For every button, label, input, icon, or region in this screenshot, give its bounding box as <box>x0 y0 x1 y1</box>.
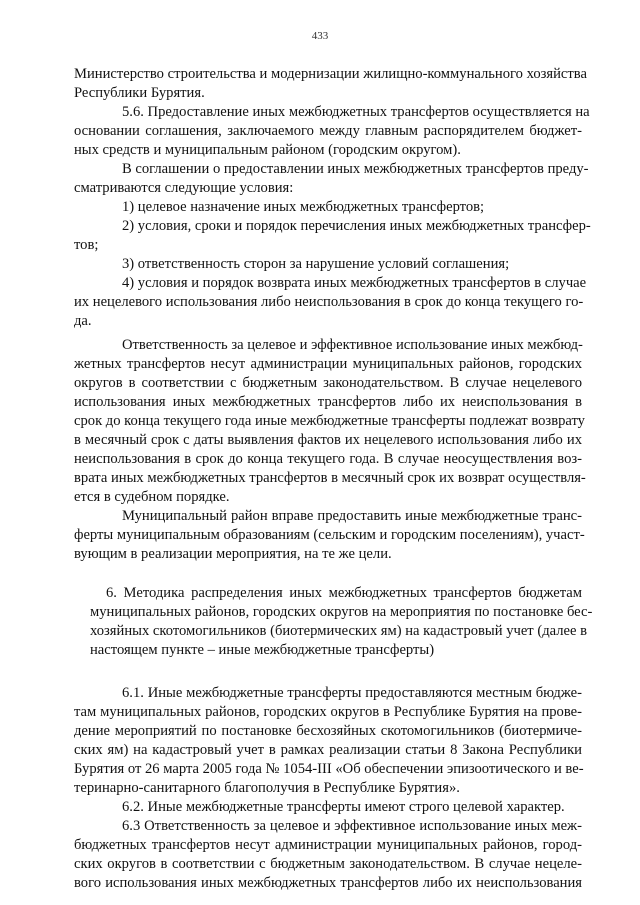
text-line: округов в соответствии с бюджетным законодательством. В случае нецелевого <box>74 375 582 391</box>
text-line: Ответственность за целевое и эффективное использование иных межбюд- <box>122 337 583 353</box>
text-line: 5.6. Предоставление иных межбюджетных трансфертов осуществляется на <box>122 104 590 120</box>
text-line: срок до конца текущего года иные межбюджетные трансферты подлежат возврату <box>74 413 585 429</box>
text-line: 6.1. Иные межбюджетные трансферты предоставляются местным бюдже- <box>122 685 582 701</box>
text-line: ферты муниципальным образованиям (сельским и городским поселениям), участ- <box>74 527 585 543</box>
text-line: ских округов в соответствии с бюджетным законодательством. В случае нецеле- <box>74 856 582 872</box>
text-line: 4) условия и порядок возврата иных межбюджетных трансфертов в случае <box>122 275 587 291</box>
text-line: 6.2. Иные межбюджетные трансферты имеют строго целевой характер. <box>122 799 565 815</box>
text-line: ских ям) на кадастровый учет в рамках реализации статьи 8 Закона Республики <box>74 742 582 758</box>
page-number: 433 <box>311 30 329 42</box>
text-line: теринарно-санитарного благополучия в Республике Бурятия». <box>74 780 460 796</box>
text-line: тов; <box>74 237 99 253</box>
section-heading: муниципальных районов, городских округов на мероприятия по постановке бес- <box>90 604 593 620</box>
text-line: 6.3 Ответственность за целевое и эффективное использование иных меж- <box>122 818 582 834</box>
text-line: ется в судебном порядке. <box>74 489 230 505</box>
text-line: Министерство строительства и модернизации жилищно-коммунального хозяйства <box>74 66 587 82</box>
section-heading: 6. Методика распределения иных межбюджетных трансфертов бюджетам <box>106 585 582 601</box>
text-line: вого использования иных межбюджетных трансфертов либо их неиспользования <box>74 875 582 891</box>
text-line: в месячный срок с даты выявления фактов их нецелевого использования либо их <box>74 432 582 448</box>
text-line: дение мероприятий по постановке бесхозяйных скотомогильников (биотермиче- <box>74 723 582 739</box>
text-line: сматриваются следующие условия: <box>74 180 294 196</box>
text-line: Бурятия от 26 марта 2005 года № 1054-III «Об обеспечении эпизоотического и ве- <box>74 761 584 777</box>
text-line: Муниципальный район вправе предоставить иные межбюджетные транс- <box>122 508 582 524</box>
text-line: использования иных межбюджетных трансфертов либо их неиспользования в <box>74 394 582 410</box>
text-line: ных средств и муниципальным районом (городским округом). <box>74 142 461 158</box>
text-line: их нецелевого использования либо неиспользования в срок до конца текущего го- <box>74 294 584 310</box>
text-line: В соглашении о предоставлении иных межбюджетных трансфертов преду- <box>122 161 589 177</box>
section-heading: настоящем пункте – иные межбюджетные трансферты) <box>90 642 435 658</box>
text-line: основании соглашения, заключаемого между главным распорядителем бюджет- <box>74 123 582 139</box>
text-line: Республики Бурятия. <box>74 85 205 101</box>
text-line: там муниципальных районов, городских округов в Республике Бурятия на прове- <box>74 704 582 720</box>
text-line: 3) ответственность сторон за нарушение условий соглашения; <box>122 256 510 272</box>
text-line: бюджетных трансфертов несут администрации муниципальных районов, город- <box>74 837 582 853</box>
section-heading: хозяйных скотомогильников (биотермических ям) на кадастровый учет (далее в <box>90 623 587 639</box>
text-line: 1) целевое назначение иных межбюджетных трансфертов; <box>122 199 485 215</box>
text-line: да. <box>74 313 92 329</box>
text-line: 2) условия, сроки и порядок перечисления иных межбюджетных трансфер- <box>122 218 591 234</box>
text-line: неиспользования в срок до конца текущего года. В случае неосуществления воз- <box>74 451 582 467</box>
text-line: врата иных межбюджетных трансфертов в месячный срок их возврат осуществля- <box>74 470 586 486</box>
text-line: жетных трансфертов несут администрации муниципальных районов, городских <box>74 356 582 372</box>
text-line: вующим в реализации мероприятия, на те же цели. <box>74 546 392 562</box>
